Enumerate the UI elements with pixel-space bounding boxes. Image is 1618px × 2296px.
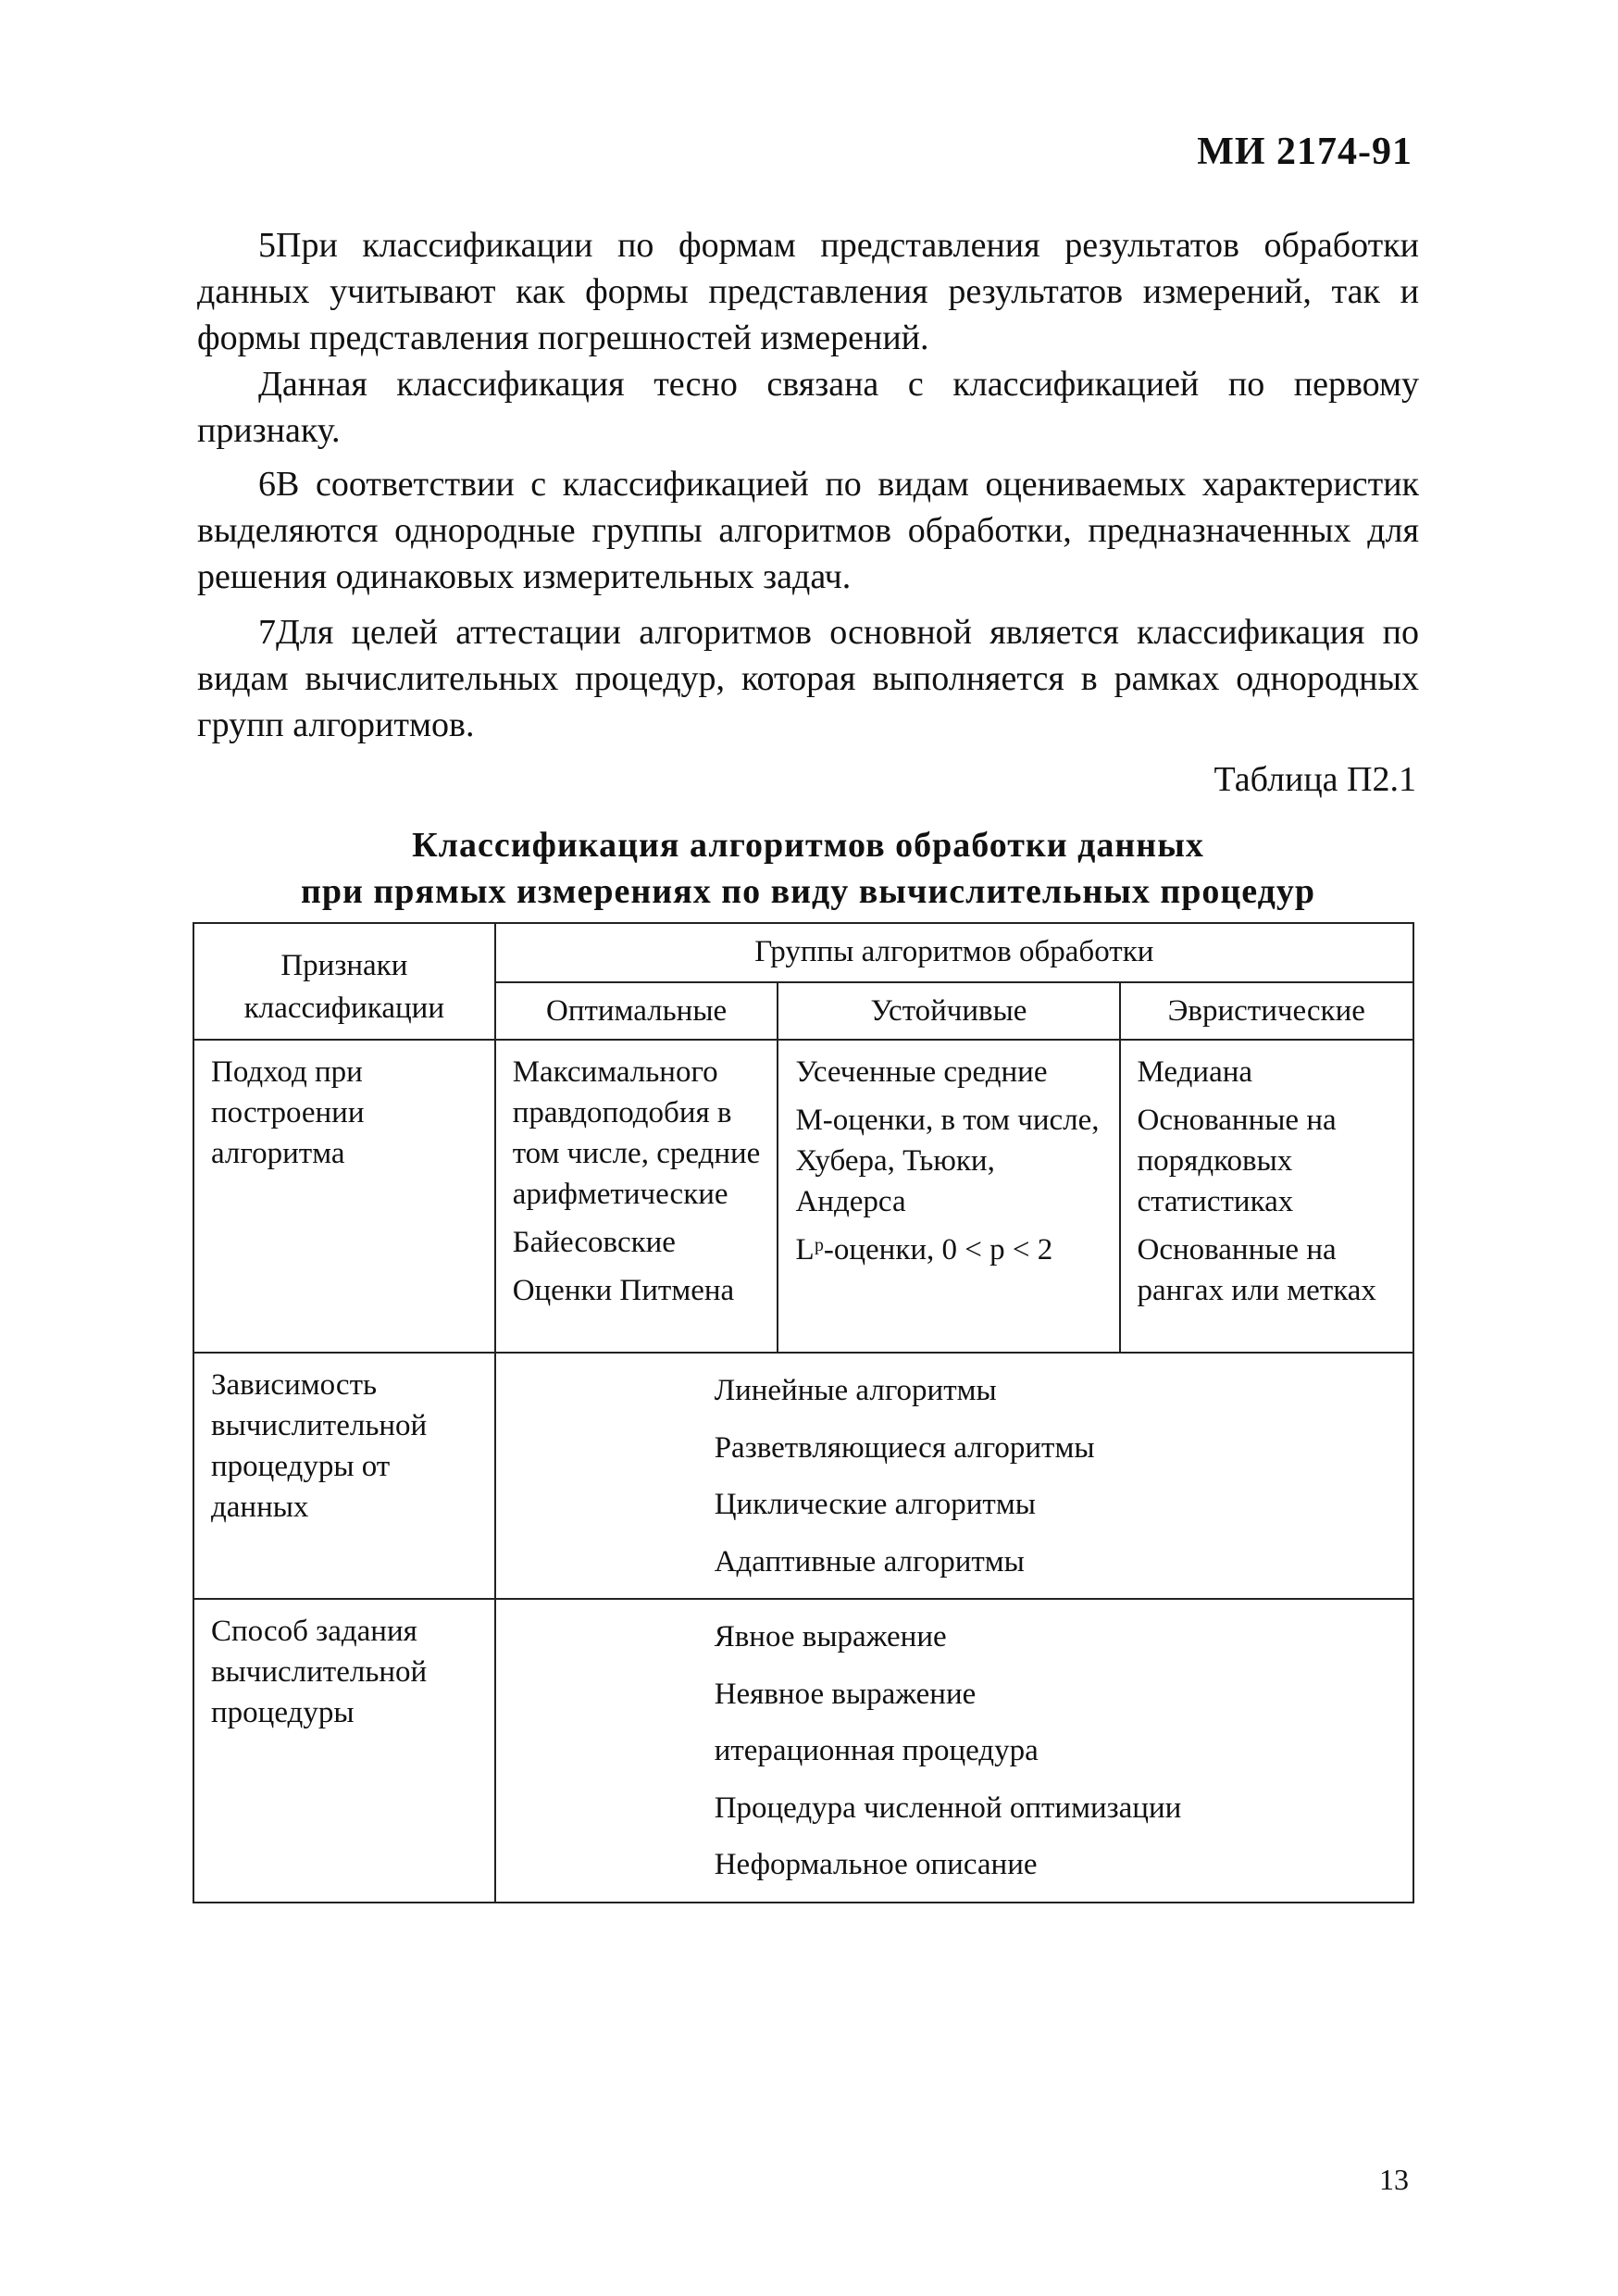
paragraph-number: 5	[258, 226, 276, 265]
header-groups: Группы алгоритмов обработки	[495, 923, 1413, 982]
paragraph-text: Данная классификация тесно связана с классификацией по первому признаку.	[197, 365, 1419, 450]
list-item: Lᵖ-оценки, 0 < p < 2	[795, 1233, 1053, 1267]
list-item: Адаптивные алгоритмы	[714, 1544, 1025, 1578]
paragraph-5-continuation	[197, 361, 1419, 454]
page-number: 13	[1379, 2163, 1409, 2196]
table-label: Таблица П2.1	[1214, 760, 1416, 799]
row1-criterion: Подход при построении алгоритма	[193, 1040, 495, 1353]
list-item: Циклические алгоритмы	[714, 1488, 1036, 1521]
paragraph-text: В соответствии с классификацией по видам оцениваемых характеристик выделяются однородные группы алгоритмов обработки, предназначенных для решения одинаковых измерительных задач.	[197, 465, 1419, 596]
table-title-line-1: Классификация алгоритмов обработки данных	[412, 826, 1204, 865]
row1-robust	[778, 1040, 1119, 1353]
paragraph-text: При классификации по формам представления результатов обработки данных учитывают как формы представления результатов измерений, так и формы представления погрешностей измерений.	[197, 226, 1419, 357]
list-item: Основанные на рангах или метках	[1137, 1233, 1376, 1307]
paragraph-number: 7	[258, 613, 276, 652]
header-criteria: Признаки классификации	[193, 923, 495, 1040]
paragraph-7	[197, 609, 1419, 748]
list-item: Основанные на порядковых статистиках	[1137, 1104, 1337, 1218]
list-item: Оценки Питмена	[512, 1274, 735, 1307]
header-heuristic: Эвристические	[1120, 982, 1414, 1040]
list-item: Явное выражение	[714, 1620, 947, 1653]
row1-heuristic	[1120, 1040, 1414, 1353]
classification-table	[193, 922, 1414, 1903]
list-item: Разветвляющиеся алгоритмы	[714, 1430, 1095, 1465]
list-item: Усеченные средние	[795, 1055, 1048, 1089]
list-item: М-оценки, в том числе, Хубера, Тьюки, Андерса	[795, 1104, 1100, 1218]
list-item: Максимального правдоподобия в том числе, средние арифметические	[512, 1055, 761, 1211]
list-item: Байесовские	[512, 1226, 676, 1259]
row2-criterion: Зависимость вычислительной процедуры от данных	[193, 1353, 495, 1599]
list-item: Процедура численной оптимизации	[714, 1791, 1182, 1825]
paragraph-text: Для целей аттестации алгоритмов основной является классификация по видам вычислительных процедур, которая выполняется в рамках однородных групп алгоритмов.	[197, 613, 1419, 744]
paragraph-5	[197, 222, 1419, 361]
document-code: МИ 2174-91	[1197, 131, 1413, 173]
list-item: Неформальное описание	[714, 1848, 1038, 1881]
paragraph-6	[197, 461, 1419, 600]
row3-criterion: Способ задания вычислительной процедуры	[193, 1599, 495, 1903]
list-item: итерационная процедура	[714, 1734, 1039, 1767]
list-item: Медиана	[1137, 1055, 1253, 1089]
row1-optimal	[495, 1040, 778, 1353]
row3-items	[495, 1599, 1413, 1903]
list-item: Линейные алгоритмы	[714, 1374, 997, 1407]
paragraph-number: 6	[258, 465, 276, 504]
list-item: Неявное выражение	[714, 1677, 977, 1711]
header-robust: Устойчивые	[778, 982, 1119, 1040]
table-title-line-2: при прямых измерениях по виду вычислительных процедур	[300, 872, 1316, 911]
header-optimal: Оптимальные	[495, 982, 778, 1040]
row2-items	[495, 1353, 1413, 1599]
